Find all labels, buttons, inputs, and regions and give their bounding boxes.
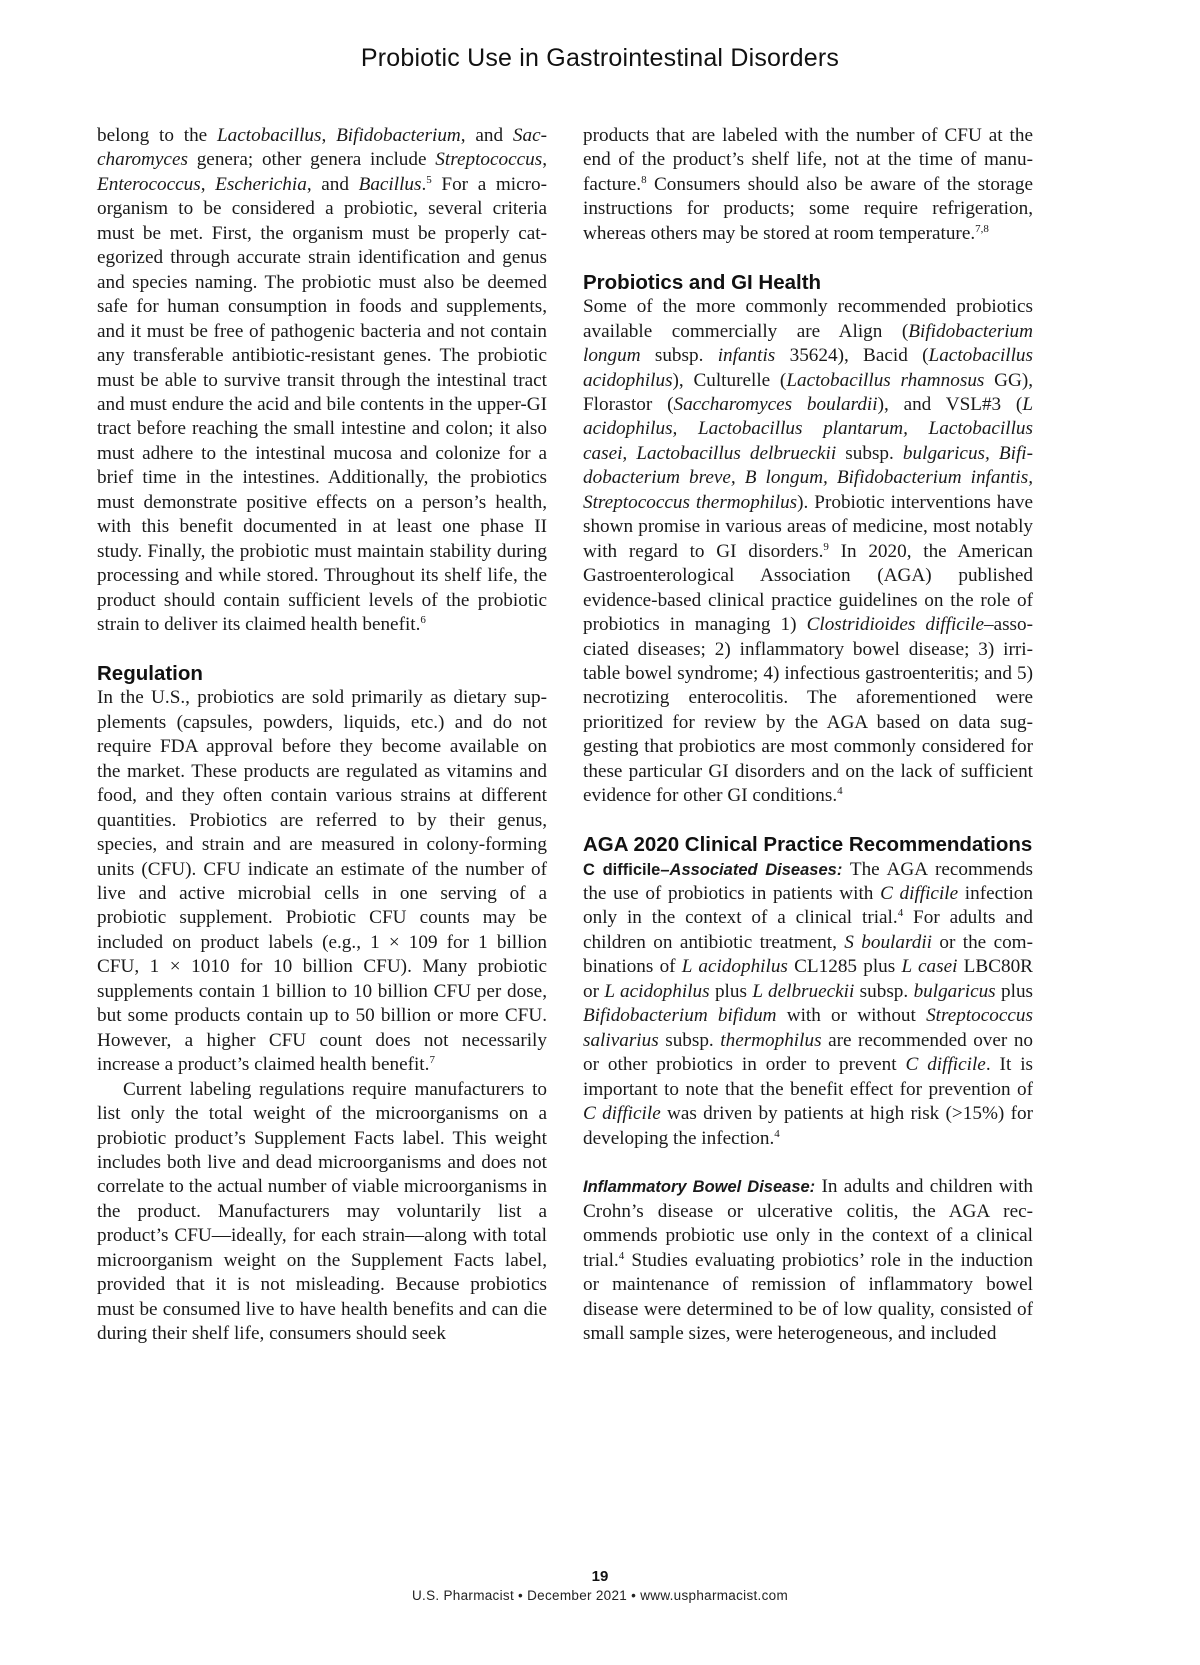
running-title: Probiotic Use in Gastrointestinal Disorders <box>360 44 840 72</box>
reference-superscript: 7,8 <box>975 222 989 235</box>
reference-superscript: 9 <box>823 540 829 553</box>
text: The AGA recommends the use of probiotics in patients with <box>583 858 1033 905</box>
reference-superscript: 4 <box>618 1249 625 1262</box>
continuation-paragraph <box>583 124 1033 246</box>
text: In adults and children with Crohn’s disease or ulcerative colitis, the AGA recommends probiotic use only in the context of a clinical trial. <box>583 1176 1034 1271</box>
reference-superscript: 4 <box>774 1127 780 1140</box>
text: , and <box>460 125 513 146</box>
genus-name: Lactobacillus <box>217 125 322 146</box>
reference-superscript: 4 <box>897 907 904 920</box>
text: are recommended over no or other probiotics in order to prevent <box>583 1029 1034 1076</box>
species-name: Clostridioides difficile <box>806 614 984 636</box>
reference-superscript: 4 <box>837 785 843 798</box>
text: LBC80R or <box>583 956 1033 1002</box>
publication-footer: U.S. Pharmacist • December 2021 • www.uspharmacist.com <box>411 1588 789 1603</box>
species-name: L acidophilus, Lactobacillus plantarum, Lactobacillus casei, Lactobacillus delbrueckii <box>583 393 1033 464</box>
intro-paragraph <box>97 124 547 638</box>
text: In 2020, the American Gastroenterological Association (AGA) published evidence-based clinical practice guidelines on the role of probiotics in managing 1) <box>583 540 1034 636</box>
page-number: 19 <box>591 1568 609 1585</box>
section-heading-aga-recommendations: AGA 2020 Clinical Practice Recommendations <box>583 833 1033 857</box>
left-column <box>97 124 547 1347</box>
text: subsp. <box>854 980 914 1002</box>
reference-superscript: 7 <box>429 1054 435 1067</box>
text: For a microorganism to be considered a probiotic, several criteria must be met. First, the organism must be properly categorized through accurate strain identification and genus and species naming. The probiotic must also be deemed safe for human consumption in foods and supplements, and it must be free of pathogenic bacteria and not contain any transferable antibiotic-resistant genes. The probiotic must be able to survive transit through the intestinal tract and must endure the acid and bile contents in the upper-GI tract before reaching the small intestine and colon; it also must adhere to the intestinal mucosa and colonize for a brief time in the intestines. Additionally, the probiotics must demonstrate positive effects on a person’s health, with this benefit documented in at least one phase II study. Finally, the probiotic must maintain stability during processing and while stored. Throughout its shelf life, the product should contain sufficient levels of the probiotic strain to deliver its claimed health benefit. <box>97 173 547 636</box>
text: Inflammatory Bowel Disease: <box>583 1178 816 1197</box>
text: , and <box>306 173 359 195</box>
genus-name: Bifidobacterium <box>336 125 461 146</box>
genus-name: Enterococcus <box>97 173 201 195</box>
text: belong to the <box>97 125 217 146</box>
section-heading-gi-health: Probiotics and GI Health <box>583 270 822 294</box>
species-name: Bifidobacterium longum <box>583 320 1033 367</box>
species-name: Streptococcus salivarius <box>583 1005 1033 1051</box>
text: plus <box>709 980 753 1002</box>
text: products that are labeled with the number of CFU at the end of the product’s shelf life, not at the time of manufacture. <box>583 125 1033 195</box>
genus-name: Streptococcus <box>435 149 543 171</box>
species-name: L casei <box>901 956 958 978</box>
text: , <box>200 173 216 195</box>
text: subsp. <box>836 442 903 464</box>
gi-health-paragraph <box>583 295 1033 809</box>
regulation-paragraph-1 <box>97 686 547 1077</box>
species-name: infantis <box>717 345 776 367</box>
species-name: L acidophilus <box>604 980 710 1002</box>
species-name: L acidophilus <box>681 956 788 978</box>
species-name: C difficile <box>880 883 959 905</box>
text: –Associated Diseases: <box>660 860 843 879</box>
reference-superscript: 6 <box>420 614 426 627</box>
cdiff-paragraph <box>583 858 1033 1151</box>
text: infection only in the context of a clinical trial. <box>583 883 1033 929</box>
regulation-paragraph-2: Current labeling regulations require manufacturers to list only the total weight of the microorganisms on a probiotic product’s Supplement Facts label. This weight includes both live and dead microorganisms and does not correlate to the actual number of viable microorganisms in the product. Manufacturers may voluntarily list a product’s CFU—ideally, for each strain—along with total microorganism weight on the Supplement Facts label, provided that it is not misleading. Because probiotics must be consumed live to have health benefits and can die during their shelf life, consumers should seek <box>97 1078 547 1345</box>
species-name: C difficile <box>583 1103 661 1125</box>
paragraph-spacer <box>583 1151 1033 1175</box>
species-name: Lactobacillus rhamnosus <box>786 369 985 391</box>
species-name: thermophilus <box>720 1029 822 1051</box>
text: was driven by patients at high risk (>15%) for developing the infection. <box>583 1103 1033 1149</box>
runin-heading-ibd <box>583 1178 815 1196</box>
text: ). Probiotic interventions have shown promise in various areas of medicine, most notably with regard to GI disorders. <box>583 491 1033 562</box>
species-name: C difficile <box>905 1054 986 1076</box>
text: . <box>421 173 427 195</box>
text: GG), Florastor ( <box>583 369 1034 415</box>
text: , <box>542 149 547 171</box>
text: ), and VSL#3 ( <box>877 393 1023 415</box>
species-name: Saccharomyces boulardii <box>673 393 878 415</box>
text: or the combinations of <box>583 931 1033 978</box>
species-name: S boulardii <box>844 931 932 953</box>
text: . It is important to note that the benefit effect for prevention of <box>583 1054 1033 1100</box>
text: subsp. <box>640 345 718 367</box>
section-heading-regulation: Regulation <box>97 661 203 685</box>
ibd-paragraph <box>583 1175 1033 1346</box>
species-name: bulgaricus <box>913 980 996 1002</box>
genus-name: Saccharomyces <box>97 125 547 171</box>
genus-name: Escherichia <box>215 173 307 195</box>
runin-heading-cdiff <box>583 861 842 879</box>
text: CL1285 plus <box>787 956 902 978</box>
text: , <box>321 125 337 146</box>
text: Consumers should also be aware of the storage instructions for products; some require refrigeration, whereas others may be stored at room temperature. <box>583 173 1033 244</box>
text: C difficile <box>583 860 661 879</box>
text: In the U.S., probiotics are sold primarily as dietary supplements (capsules, powders, liquids, etc.) and do not require FDA approval before they become available on the market. These products are regulated as vitamins and food, and they often contain various strains at different quantities. Probiotics are referred to by their genus, species, and strain and are measured in colony-forming units (CFU). CFU indicate an estimate of the number of live and active microbial cells in one serving of a probiotic supplement. Probiotic CFU counts may be included on product labels (e.g., 1 × 109 for 1 billion CFU, 1 × 1010 for 10 billion CFU). Many probiotic supplements contain 1 billion to 10 billion CFU per dose, but some products contain up to 50 billion or more CFU. However, a higher CFU count does not necessarily increase a product’s claimed health benefit. <box>97 687 547 1076</box>
text: plus <box>995 980 1034 1002</box>
text: For adults and children on antibiotic treatment, <box>583 907 1033 953</box>
right-column <box>583 124 1033 1347</box>
text: Some of the more commonly recommended probiotics available commercially are Align ( <box>583 296 1033 342</box>
text: ), Culturelle ( <box>672 369 787 391</box>
reference-superscript: 8 <box>641 173 647 186</box>
species-name: L delbrueckii <box>752 980 855 1002</box>
genus-name: Bacillus <box>358 173 422 195</box>
text: –associated diseases; 2) inflammatory bowel disease; 3) irritable bowel syndrome; 4) infectious gastroenteritis; and 5) necrotizing enterocolitis. The aforementioned were prioritized for review by the AGA based on data suggesting that probiotics are most commonly considered for these particular GI disorders and on the lack of sufficient evidence for other GI conditions. <box>583 614 1034 807</box>
text: Studies evaluating probiotics’ role in the induction or maintenance of remission of inflammatory bowel disease were determined to be of low quality, consisted of small sample sizes, were heterogeneous, and included <box>583 1249 1033 1345</box>
text: with or without <box>776 1005 927 1027</box>
reference-superscript: 5 <box>426 173 432 186</box>
species-name: Lactobacillus acidophilus <box>583 345 1033 391</box>
text: 35624), Bacid ( <box>775 345 929 367</box>
species-name: bulgaricus, Bifidobacterium breve, B longum, Bifidobacterium infantis, Streptococcus thermophilus <box>583 442 1034 513</box>
text: subsp. <box>658 1029 721 1051</box>
text: genera; other genera include <box>187 149 436 171</box>
species-name: Bifidobacterium bifidum <box>583 1005 777 1027</box>
